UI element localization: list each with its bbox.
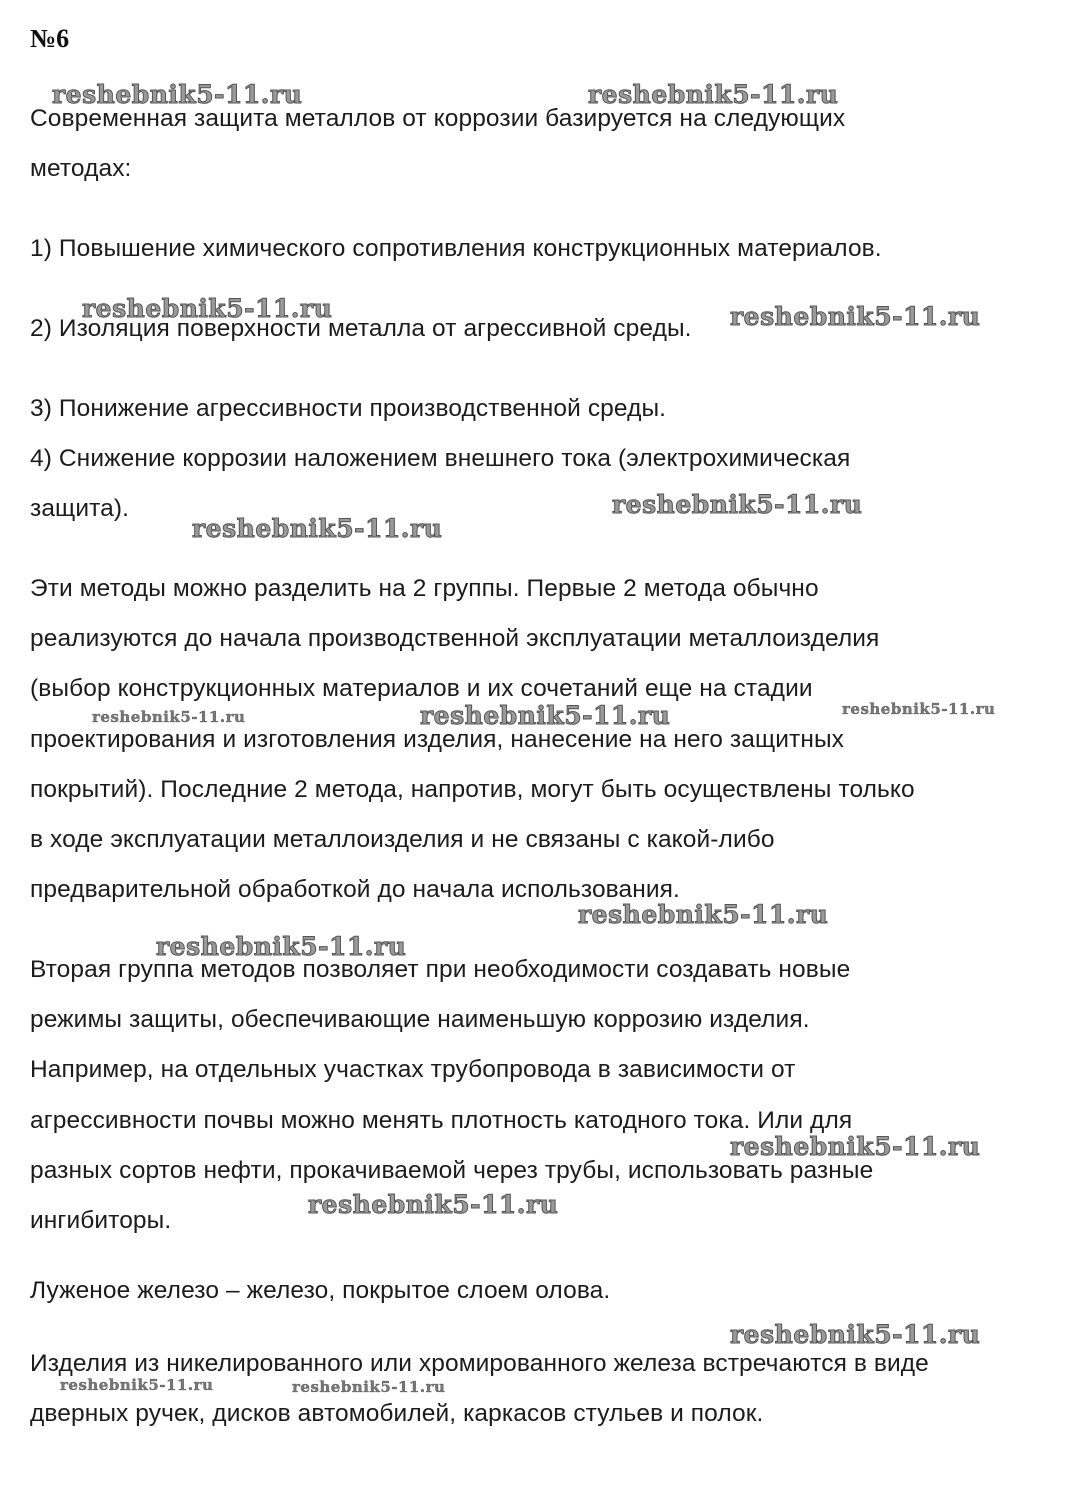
watermark: reshebnik5-11.ru bbox=[156, 932, 407, 961]
text-line: разных сортов нефти, прокачиваемой через трубы, использовать разные bbox=[30, 1157, 874, 1184]
text-line: агрессивности почвы можно менять плотность катодного тока. Или для bbox=[30, 1107, 853, 1134]
watermark: reshebnik5-11.ru bbox=[588, 80, 839, 109]
text-line: реализуются до начала производственной эксплуатации металлоизделия bbox=[30, 625, 880, 652]
text-line: в ходе эксплуатации металлоизделия и не связаны с какой-либо bbox=[30, 826, 775, 853]
watermark: reshebnik5-11.ru bbox=[730, 1320, 981, 1349]
text-line: Современная защита металлов от коррозии базируется на следующих bbox=[30, 105, 846, 132]
watermark: reshebnik5-11.ru bbox=[730, 1132, 981, 1161]
text-line: 1) Повышение химического сопротивления конструкционных материалов. bbox=[30, 235, 882, 262]
text-line: предварительной обработкой до начала использования. bbox=[30, 876, 680, 903]
watermark: reshebnik5-11.ru bbox=[842, 700, 996, 718]
watermark: reshebnik5-11.ru bbox=[92, 708, 246, 726]
text-line: ингибиторы. bbox=[30, 1207, 172, 1234]
text-line: Эти методы можно разделить на 2 группы. Первые 2 метода обычно bbox=[30, 575, 819, 602]
text-line: Например, на отдельных участках трубопровода в зависимости от bbox=[30, 1056, 796, 1083]
watermark: reshebnik5-11.ru bbox=[578, 900, 829, 929]
text-line: Вторая группа методов позволяет при необходимости создавать новые bbox=[30, 956, 851, 983]
watermark: reshebnik5-11.ru bbox=[730, 302, 981, 331]
text-line: Луженое железо – железо, покрытое слоем олова. bbox=[30, 1277, 611, 1304]
text-line: защита). bbox=[30, 495, 130, 522]
watermark: reshebnik5-11.ru bbox=[308, 1190, 559, 1219]
watermark: reshebnik5-11.ru bbox=[612, 490, 863, 519]
text-line: (выбор конструкционных материалов и их сочетаний еще на стадии bbox=[30, 675, 813, 702]
problem-number: №6 bbox=[30, 24, 70, 53]
watermark: reshebnik5-11.ru bbox=[52, 80, 303, 109]
watermark: reshebnik5-11.ru bbox=[420, 701, 671, 730]
text-line: дверных ручек, дисков автомобилей, каркасов стульев и полок. bbox=[30, 1400, 764, 1427]
watermark: reshebnik5-11.ru bbox=[60, 1376, 214, 1394]
text-line: 4) Снижение коррозии наложением внешнего тока (электрохимическая bbox=[30, 445, 851, 472]
text-line: режимы защиты, обеспечивающие наименьшую коррозию изделия. bbox=[30, 1006, 810, 1033]
watermark: reshebnik5-11.ru bbox=[292, 1378, 446, 1396]
text-line: 3) Понижение агрессивности производственной среды. bbox=[30, 395, 667, 422]
text-line: 2) Изоляция поверхности металла от агрессивной среды. bbox=[30, 315, 692, 342]
text-line: покрытий). Последние 2 метода, напротив, могут быть осуществлены только bbox=[30, 776, 915, 803]
text-line: методах: bbox=[30, 155, 132, 182]
text-line: Изделия из никелированного или хромированного железа встречаются в виде bbox=[30, 1350, 929, 1377]
watermark: reshebnik5-11.ru bbox=[192, 514, 443, 543]
watermark: reshebnik5-11.ru bbox=[82, 294, 333, 323]
text-line: проектирования и изготовления изделия, нанесение на него защитных bbox=[30, 726, 845, 753]
